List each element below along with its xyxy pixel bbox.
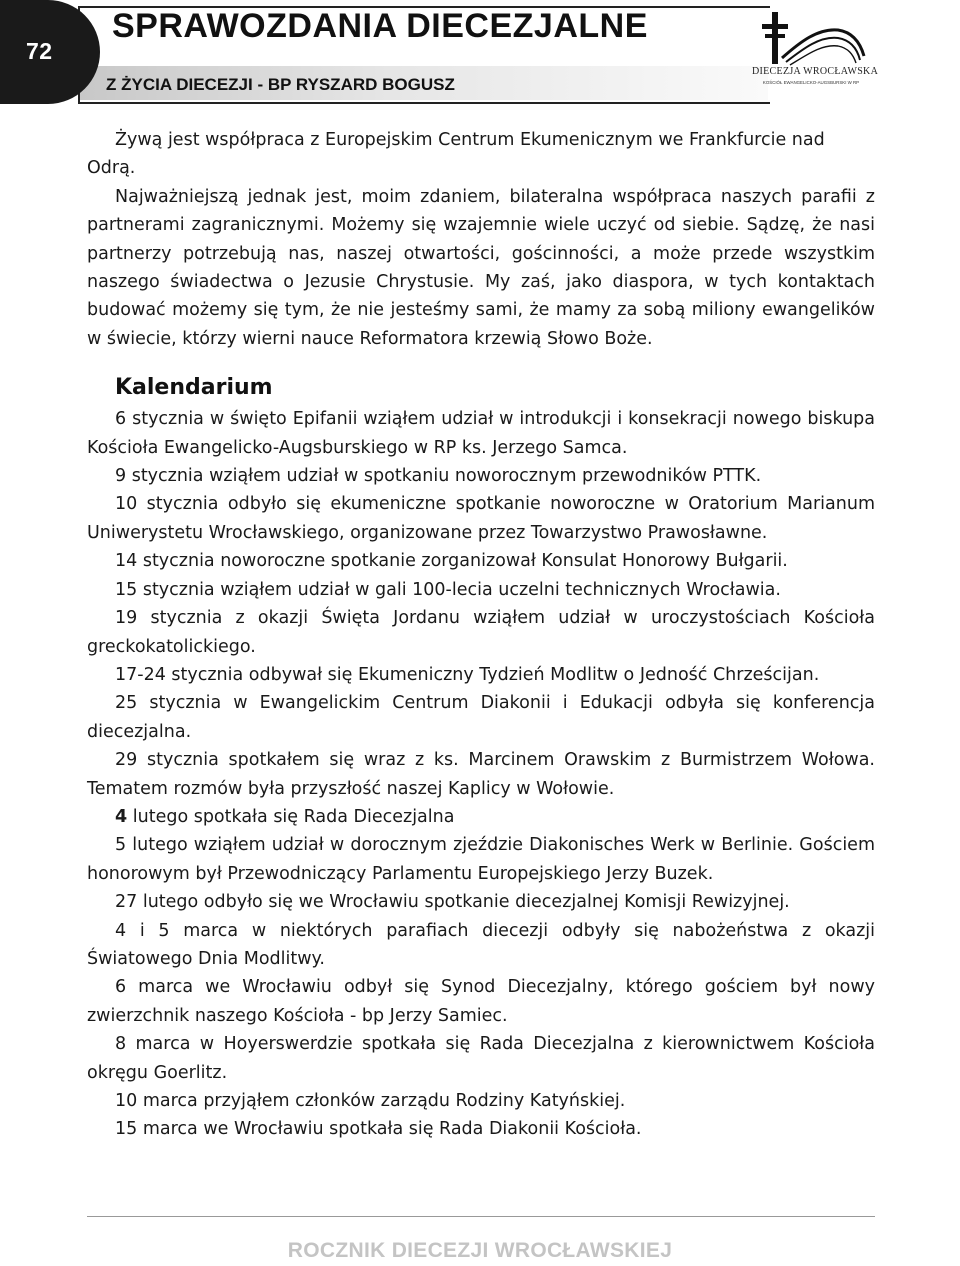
calendar-entry-text: lutego spotkała się Rada Diecezjalna <box>127 806 455 827</box>
calendar-entry-text: 5 lutego wziąłem udział w dorocznym zjeździe Diakonisches Werk w Berlinie. Gościem honorowym był Przewodniczący Parlamentu Europejskiego Jerzy Buzek. <box>87 835 875 884</box>
calendar-entry-text: 15 marca we Wrocławiu spotkała się Rada Diakonii Kościoła. <box>115 1119 642 1140</box>
calendar-entry <box>87 831 875 888</box>
page-number: 72 <box>26 38 53 64</box>
calendar-entry-text: 6 marca we Wrocławiu odbył się Synod Diecezjalny, którego gościem był nowy zwierzchnik naszego Kościoła - bp Jerzy Samiec. <box>87 977 875 1026</box>
footer-rule <box>87 1216 875 1217</box>
calendar-entry-text: 6 stycznia w święto Epifanii wziąłem udział w introdukcji i konsekracji nowego biskupa Kościoła Ewangelicko-Augsburskiego w RP ks. Jerzego Samca. <box>87 409 875 458</box>
calendar-list <box>87 405 875 1144</box>
calendar-entry <box>87 576 875 604</box>
calendar-entry-text: 10 stycznia odbyło się ekumeniczne spotkanie noworoczne w Oratorium Marianum Uniwerystetu Wrocławskiego, organizowane przez Towarzystwo Prawosławne. <box>87 494 875 543</box>
calendar-entry-text: 4 i 5 marca w niektórych parafiach diecezji odbyły się nabożeństwa z okazji Światowego Dnia Modlitwy. <box>87 920 875 969</box>
calendar-entry-text: 17-24 stycznia odbywał się Ekumeniczny Tydzień Modlitw o Jedność Chrześcijan. <box>115 664 820 685</box>
calendar-entry <box>87 746 875 803</box>
running-title: SPRAWOZDANIA DIECEZJALNE <box>112 7 648 45</box>
logo-diocese-name: DIECEZJA WROCŁAWSKA <box>752 66 879 77</box>
calendar-entry-text: 19 stycznia z okazji Święta Jordanu wziąłem udział w uroczystościach Kościoła greckokatolickiego. <box>87 608 875 657</box>
calendar-entry <box>87 547 875 575</box>
logo-church-name: KOŚCIÓŁ EWANGELICKO-AUGSBURSKI W RP <box>762 80 860 85</box>
cross-wave-icon <box>752 8 870 68</box>
page-number-tab <box>0 0 100 104</box>
calendar-entry-text: 27 lutego odbyło się we Wrocławiu spotkanie diecezjalnej Komisji Rewizyjnej. <box>115 892 790 913</box>
calendar-entry <box>87 689 875 746</box>
calendar-entry <box>87 888 875 916</box>
calendar-entry-text: 10 marca przyjąłem członków zarządu Rodziny Katyńskiej. <box>115 1091 626 1111</box>
calendar-entry <box>87 1115 875 1143</box>
calendar-entry <box>87 405 875 462</box>
calendar-entry <box>87 917 875 974</box>
article-body <box>87 126 875 1144</box>
section-heading: Kalendarium <box>115 375 273 401</box>
calendar-entry <box>87 604 875 661</box>
intro-paragraph: Najważniejszą jednak jest, moim zdaniem, bilateralna współpraca naszych parafii z partnerami zagranicznymi. Możemy się wzajemnie wiele uczyć od siebie. Sądzę, że nasi partnerzy potrzebują nas, naszej otwartości, gościnności, a może przede wszystkim naszego świadectwa o Jezusie Chrystusie. My zaś, jako diaspora, w tych kontaktach budować możemy się tym, że nie jesteśmy sami, że mamy za sobą miliony ewangelików w świecie, którzy wierni nauce Reformatora krzewią Słowo Boże. <box>87 186 875 349</box>
calendar-entry-text: 8 marca w Hoyerswerdzie spotkała się Rada Diecezjalna z kierownictwem Kościoła okręgu Goerlitz. <box>87 1034 875 1083</box>
calendar-entry <box>87 462 875 490</box>
calendar-entry <box>87 490 875 547</box>
calendar-entry <box>87 661 875 689</box>
calendar-entry-text: 9 stycznia wziąłem udział w spotkaniu noworocznym przewodników PTTK. <box>115 466 762 487</box>
running-footer: ROCZNIK DIECEZJI WROCŁAWSKIEJ <box>287 1239 673 1262</box>
diocese-logo <box>752 8 879 96</box>
intro-paragraph: Żywą jest współpraca z Europejskim Centrum Ekumenicznym we Frankfurcie nad Odrą. <box>87 130 825 179</box>
calendar-entry-text: 25 stycznia w Ewangelickim Centrum Diakonii i Edukacji odbyła się konferencja diecezjalna. <box>87 693 875 742</box>
running-subtitle: Z ŻYCIA DIECEZJI - BP RYSZARD BOGUSZ <box>106 75 455 94</box>
calendar-entry-text: 15 stycznia wziąłem udział w gali 100-lecia uczelni technicznych Wrocławia. <box>115 579 781 600</box>
calendar-entry <box>87 803 875 831</box>
calendar-entry <box>87 973 875 1030</box>
calendar-entry-text: 29 stycznia spotkałem się wraz z ks. Marcinem Orawskim z Burmistrzem Wołowa. Tematem rozmów była przyszłość naszej Kaplicy w Wołowie. <box>87 750 875 799</box>
calendar-entry <box>87 1030 875 1087</box>
calendar-entry <box>87 1087 875 1115</box>
calendar-entry-text: 14 stycznia noworoczne spotkanie zorganizował Konsulat Honorowy Bułgarii. <box>115 551 788 572</box>
calendar-entry-bold-day: 4 <box>115 806 128 827</box>
